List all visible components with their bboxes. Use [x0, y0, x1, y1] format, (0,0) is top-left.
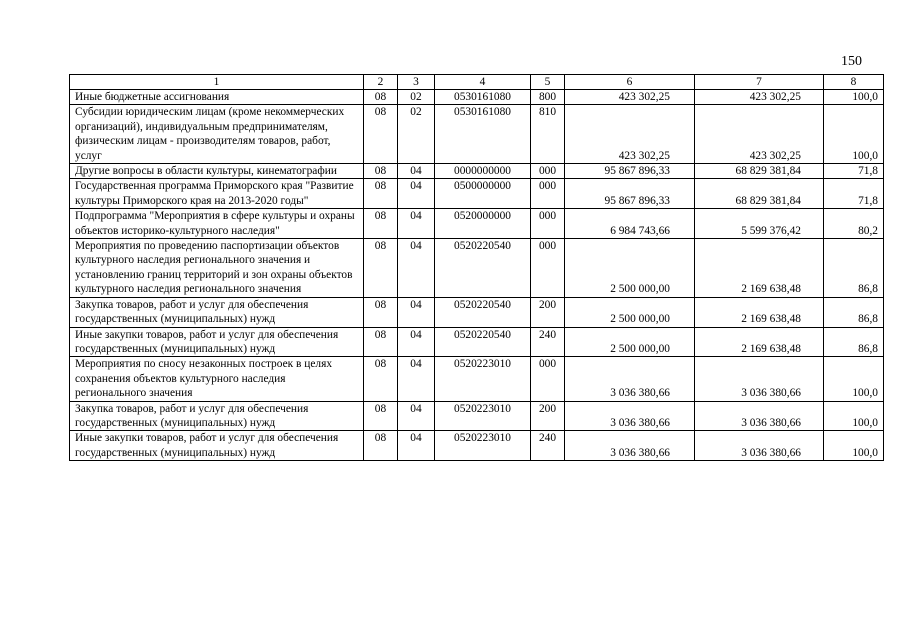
percent-cell: 100,0	[824, 105, 884, 164]
column-header: 4	[435, 75, 531, 90]
subsection-cell: 04	[398, 297, 435, 327]
subsection-cell: 04	[398, 209, 435, 239]
section-cell: 08	[364, 327, 398, 357]
column-header: 2	[364, 75, 398, 90]
executed-amount-cell: 68 829 381,84	[695, 179, 824, 209]
target-article-cell: 0520220540	[435, 239, 531, 298]
executed-amount-cell: 423 302,25	[695, 105, 824, 164]
expense-type-cell: 240	[531, 327, 565, 357]
target-article-cell: 0000000000	[435, 164, 531, 179]
subsection-cell: 04	[398, 164, 435, 179]
percent-cell: 100,0	[824, 90, 884, 105]
percent-cell: 86,8	[824, 327, 884, 357]
planned-amount-cell: 95 867 896,33	[565, 164, 695, 179]
page-number: 150	[841, 54, 862, 69]
executed-amount-cell: 3 036 380,66	[695, 357, 824, 401]
section-cell: 08	[364, 164, 398, 179]
column-header: 1	[70, 75, 364, 90]
planned-amount-cell: 3 036 380,66	[565, 357, 695, 401]
table-row	[70, 357, 884, 401]
expense-type-cell: 000	[531, 209, 565, 239]
item-name-cell: Иные закупки товаров, работ и услуг для обеспечения государственных (муниципальных) нужд	[70, 431, 364, 461]
table-row	[70, 327, 884, 357]
budget-table	[69, 74, 884, 461]
target-article-cell: 0500000000	[435, 179, 531, 209]
expense-type-cell: 200	[531, 297, 565, 327]
expense-type-cell: 800	[531, 90, 565, 105]
percent-cell: 100,0	[824, 357, 884, 401]
subsection-cell: 04	[398, 327, 435, 357]
subsection-cell: 02	[398, 90, 435, 105]
planned-amount-cell: 3 036 380,66	[565, 401, 695, 431]
percent-cell: 71,8	[824, 164, 884, 179]
executed-amount-cell: 5 599 376,42	[695, 209, 824, 239]
column-header: 8	[824, 75, 884, 90]
expense-type-cell: 000	[531, 239, 565, 298]
item-name-cell: Закупка товаров, работ и услуг для обеспечения государственных (муниципальных) нужд	[70, 401, 364, 431]
planned-amount-cell: 423 302,25	[565, 90, 695, 105]
section-cell: 08	[364, 297, 398, 327]
executed-amount-cell: 3 036 380,66	[695, 431, 824, 461]
subsection-cell: 04	[398, 239, 435, 298]
item-name-cell: Мероприятия по сносу незаконных построек в целях сохранения объектов культурного наследия регионального значения	[70, 357, 364, 401]
percent-cell: 86,8	[824, 239, 884, 298]
item-name-cell: Иные бюджетные ассигнования	[70, 90, 364, 105]
expense-type-cell: 000	[531, 179, 565, 209]
planned-amount-cell: 3 036 380,66	[565, 431, 695, 461]
expense-type-cell: 240	[531, 431, 565, 461]
target-article-cell: 0530161080	[435, 90, 531, 105]
header-row	[70, 75, 884, 90]
planned-amount-cell: 2 500 000,00	[565, 297, 695, 327]
table-row	[70, 297, 884, 327]
table-row	[70, 179, 884, 209]
subsection-cell: 04	[398, 431, 435, 461]
target-article-cell: 0530161080	[435, 105, 531, 164]
percent-cell: 71,8	[824, 179, 884, 209]
target-article-cell: 0520223010	[435, 401, 531, 431]
section-cell: 08	[364, 105, 398, 164]
item-name-cell: Другие вопросы в области культуры, кинематографии	[70, 164, 364, 179]
item-name-cell: Закупка товаров, работ и услуг для обеспечения государственных (муниципальных) нужд	[70, 297, 364, 327]
percent-cell: 80,2	[824, 209, 884, 239]
expense-type-cell: 810	[531, 105, 565, 164]
executed-amount-cell: 2 169 638,48	[695, 239, 824, 298]
expense-type-cell: 000	[531, 164, 565, 179]
expense-type-cell: 000	[531, 357, 565, 401]
item-name-cell: Государственная программа Приморского края "Развитие культуры Приморского края на 2013-2020 годы"	[70, 179, 364, 209]
section-cell: 08	[364, 239, 398, 298]
section-cell: 08	[364, 209, 398, 239]
section-cell: 08	[364, 401, 398, 431]
planned-amount-cell: 423 302,25	[565, 105, 695, 164]
table-row	[70, 209, 884, 239]
target-article-cell: 0520223010	[435, 431, 531, 461]
executed-amount-cell: 3 036 380,66	[695, 401, 824, 431]
planned-amount-cell: 2 500 000,00	[565, 239, 695, 298]
executed-amount-cell: 2 169 638,48	[695, 297, 824, 327]
column-header: 3	[398, 75, 435, 90]
subsection-cell: 04	[398, 179, 435, 209]
column-header: 6	[565, 75, 695, 90]
executed-amount-cell: 68 829 381,84	[695, 164, 824, 179]
table-row	[70, 239, 884, 298]
item-name-cell: Иные закупки товаров, работ и услуг для обеспечения государственных (муниципальных) нужд	[70, 327, 364, 357]
table-row	[70, 105, 884, 164]
target-article-cell: 0520220540	[435, 327, 531, 357]
subsection-cell: 04	[398, 357, 435, 401]
table-row	[70, 164, 884, 179]
percent-cell: 100,0	[824, 401, 884, 431]
item-name-cell: Субсидии юридическим лицам (кроме некоммерческих организаций), индивидуальным предпринимателям, физическим лицам - производителям товаров, работ, услуг	[70, 105, 364, 164]
subsection-cell: 04	[398, 401, 435, 431]
section-cell: 08	[364, 357, 398, 401]
planned-amount-cell: 95 867 896,33	[565, 179, 695, 209]
table-row	[70, 90, 884, 105]
section-cell: 08	[364, 179, 398, 209]
target-article-cell: 0520000000	[435, 209, 531, 239]
section-cell: 08	[364, 431, 398, 461]
section-cell: 08	[364, 90, 398, 105]
table-row	[70, 431, 884, 461]
executed-amount-cell: 2 169 638,48	[695, 327, 824, 357]
column-header: 7	[695, 75, 824, 90]
target-article-cell: 0520220540	[435, 297, 531, 327]
planned-amount-cell: 6 984 743,66	[565, 209, 695, 239]
table-row	[70, 401, 884, 431]
planned-amount-cell: 2 500 000,00	[565, 327, 695, 357]
column-header: 5	[531, 75, 565, 90]
item-name-cell: Мероприятия по проведению паспортизации объектов культурного наследия регионального значения и установлению границ территорий и зон охраны объектов культурного наследия регионального значения	[70, 239, 364, 298]
expense-type-cell: 200	[531, 401, 565, 431]
item-name-cell: Подпрограмма "Мероприятия в сфере культуры и охраны объектов историко-культурного наследия"	[70, 209, 364, 239]
target-article-cell: 0520223010	[435, 357, 531, 401]
percent-cell: 100,0	[824, 431, 884, 461]
executed-amount-cell: 423 302,25	[695, 90, 824, 105]
percent-cell: 86,8	[824, 297, 884, 327]
subsection-cell: 02	[398, 105, 435, 164]
